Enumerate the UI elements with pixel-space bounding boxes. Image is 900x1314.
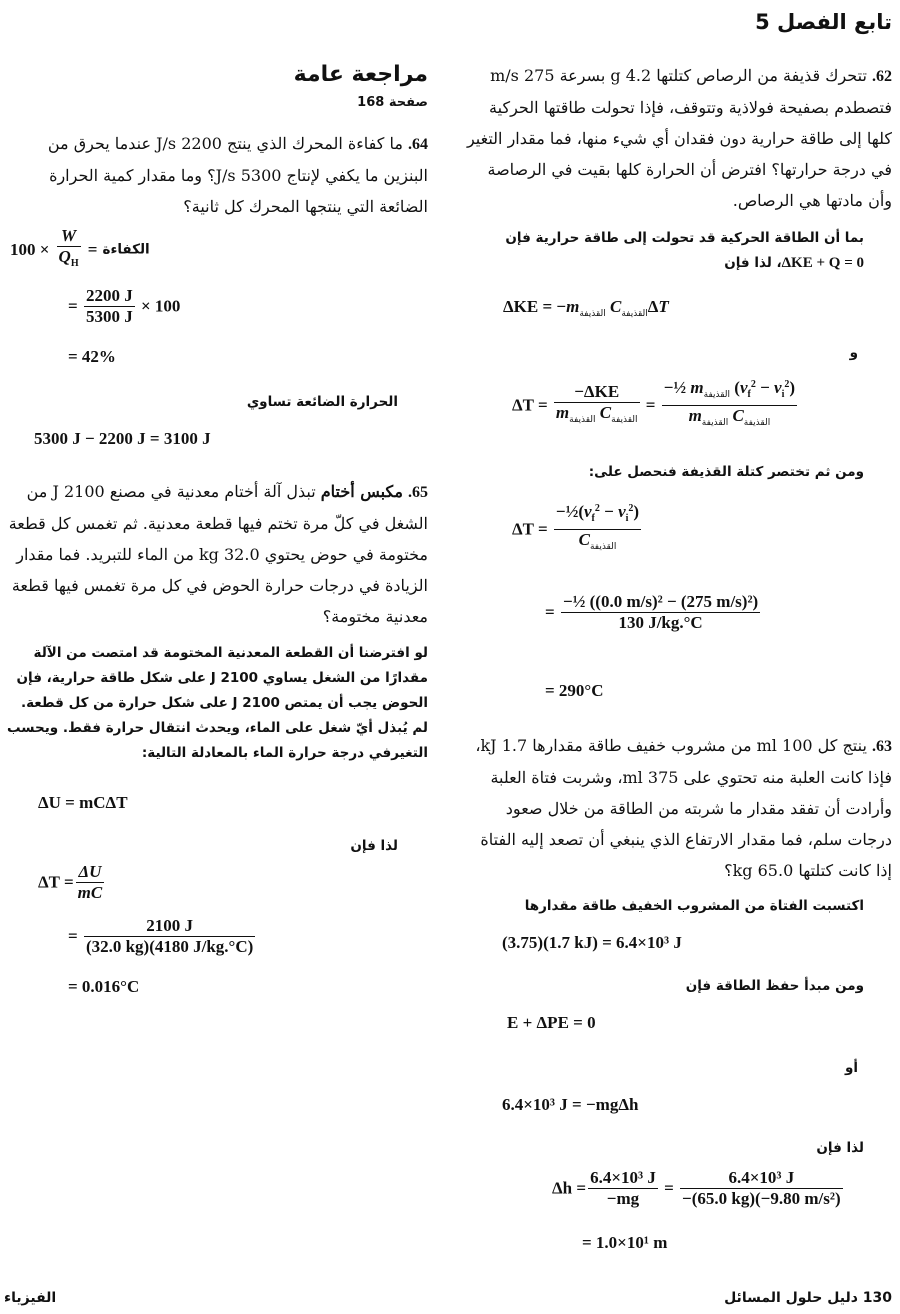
eff-Q: Q: [58, 247, 71, 266]
q62-result: = 290°C: [545, 681, 604, 700]
footer-right: [724, 1290, 892, 1306]
book-title: دليل حلول المسائل: [724, 1290, 858, 1306]
section-page: صفحة 168: [357, 95, 428, 110]
q64-body: ما كفاءة المحرك الذي ينتج 2200 J/s عندما يحرق من البنزين ما يكفي لإنتاج 5300 J/s؟ وما مقدار كمية الحرارة الضائعة التي ينتجها المحرك كل ثانية؟: [47, 134, 428, 216]
chapter-header: تابع الفصل 5: [755, 10, 892, 34]
q65-title: مكبس أختام: [320, 482, 403, 501]
q62-dT-simplified: ΔT = $\frac{-\frac{1}{2}(v_f^2 - v_i^2)}{C_{القذيفة}}$: [512, 502, 640, 552]
q62-calc-num: −½ ((0.0 m/s)² − (275 m/s)²): [562, 592, 759, 611]
page-number: 130: [862, 1290, 892, 1306]
q64-eff-formula: [10, 226, 430, 274]
q63-or: أو: [844, 1060, 858, 1076]
eff-W: W: [61, 226, 77, 245]
eff-fraction: [57, 226, 81, 274]
q62-calc-den: 130 J/kg.°C: [618, 613, 703, 632]
q62-cancel: ومن ثم تختصر كتلة القذيفة فنحصل على:: [588, 464, 864, 480]
eff-times: × 100: [10, 240, 50, 259]
section-title: مراجعة عامة: [293, 62, 428, 87]
q65-dU: ΔU: [78, 862, 102, 881]
q64-text: [2, 128, 428, 222]
q64-eff-result: = 42%: [68, 347, 116, 366]
q63-body: ينتج كل 100 ml من مشروب خفيف طاقة مقدارها 1.7 kJ، فإذا كانت العلبة منه تحتوي على 375 ml، وشربت فتاة العلبة وأرادت أن تفقد مقدار ما شربته من الطاقة من خلال صعود درجات سلم، فما مقدار الارتفاع الذي ينبغي أن تصعد إليه الفتاة إذا كانت كتلتها 65.0 kg؟: [475, 736, 892, 880]
q62-text: [464, 60, 892, 216]
q63-ans2: ومن مبدأ حفظ الطاقة فإن: [685, 978, 864, 994]
eff-Q-sub: H: [70, 258, 79, 269]
q62-calc: = $\frac{\text{−½ ((0.0 m/s)² − (275 m/s)²)}}{130 J/kg.^\circ C}$: [545, 592, 759, 632]
q65-body: تبذل آلة أختام معدنية في مصنع 2100 J من الشغل في كلّ مرة تختم فيها قطعة معدنية. ثم تغمس كل قطعة مختومة في حوض يحتوي 32.0 kg من الماء للتبريد. فما مقدار الزيادة في درجات حرارة الحوض في كل مرة تغمس فيها قطعة معدنية مختومة؟: [8, 482, 428, 626]
q63-eq1: (3.75)(1.7 kJ) = 6.4×10³ J: [502, 933, 682, 952]
q63-so: لذا فإن: [816, 1140, 864, 1156]
q64-waste-eq: 5300 J − 2200 J = 3100 J: [34, 429, 211, 448]
q62-body: تتحرك قذيفة من الرصاص كتلتها 4.2 g بسرعة 275 m/s فتصطدم بصفيحة فولاذية وتتوقف، فإذا تحولت طاقتها الحركية كلها إلى طاقة حرارية دون فقدان أي شيء منها، فما مقدار التغير في درجة حرارتها؟ افترض أن الحرارة كلها بقيت في الرصاصة وأن مادتها هي الرصاص.: [466, 66, 892, 210]
q65-den: (32.0 kg)(4180 J/kg.°C): [85, 937, 254, 956]
eff-eq: =: [87, 240, 98, 259]
q65-dT-formula: [38, 862, 106, 903]
q63-ans1: اكتسبت الفتاة من المشروب الخفيف طاقة مقدارها: [524, 898, 864, 914]
q65-mC: mC: [77, 883, 103, 902]
q65-text: [2, 476, 428, 632]
q65-so: لذا فإن: [350, 838, 398, 854]
eff-den-5300: 5300 J: [85, 307, 133, 326]
eff-label: الكفاءة: [102, 241, 150, 258]
q64-number: 64.: [408, 136, 428, 153]
q62-dKE-eq: $\Delta KE = -m_{القذيفة}$ $C_{القذيفة}\Delta T$: [503, 297, 669, 319]
q65-num-2100: 2100 J: [84, 916, 255, 937]
q64-eff-calc: = $\frac{2200 J}{5300 J}$ × 100: [68, 286, 181, 326]
q65-result: = 0.016°C: [68, 977, 140, 996]
q62-dT-eq: ΔT = $\frac{\text{−ΔKE}}{m_{القذيفة} C_{القذيفة}}$ = $\frac{-\frac{1}{2} m_{القذيفة} (v_f^2 - v_i^2)}{m_{القذيفة} C_{القذيفة}}$: [512, 378, 796, 428]
q65-dT: ΔT =: [38, 872, 74, 892]
q62-ans1: بما أن الطاقة الحركية قد تحولت إلى طاقة حرارية فإن ΔKE + Q = 0، لذا فإن: [505, 230, 864, 271]
q62-and: و: [849, 345, 858, 361]
q63-eq2: E + ΔPE = 0: [507, 1013, 596, 1032]
q65-answer: لو افترضنا أن القطعة المعدنية المختومة قد امتصت من الآلة مقدارًا من الشغل يساوي 2100 J على شكل طاقة حرارية، فإن الحوض يجب أن يمتص 2100 J على شكل حرارة من كل قطعة. لم يُبذل أيّ شغل على الماء، ويحدث انتقال حرارة فقط. ويحسب التغيرفي درجة حرارة الماء بالمعادلة التالية:: [6, 645, 428, 761]
q64-waste-label: الحرارة الضائعة تساوي: [246, 394, 398, 410]
eff-num-2200: 2200 J: [85, 286, 133, 305]
q63-dh-eq: Δh = $\frac{\text{6.4×10³ J}}{-mg}$ = $\frac{\text{6.4×10³ J}}{\text{−(65.0 kg)(−9.80 m/s²)}}$: [552, 1168, 841, 1208]
footer-left: الفيزياء: [4, 1290, 57, 1306]
q63-result: = 1.0×10¹ m: [582, 1233, 668, 1252]
q65-eq1: ΔU = mCΔT: [38, 793, 128, 812]
q65-number: 65.: [408, 484, 428, 501]
q63-number: 63.: [872, 738, 892, 755]
q65-calc: = $\frac{2100 J}{(32.0 kg)(4180 J/kg.^\circ C)}$: [68, 916, 254, 956]
q63-text: [464, 730, 892, 886]
q63-eq3: 6.4×10³ J = −mgΔh: [502, 1095, 639, 1114]
q62-number: 62.: [872, 68, 892, 85]
